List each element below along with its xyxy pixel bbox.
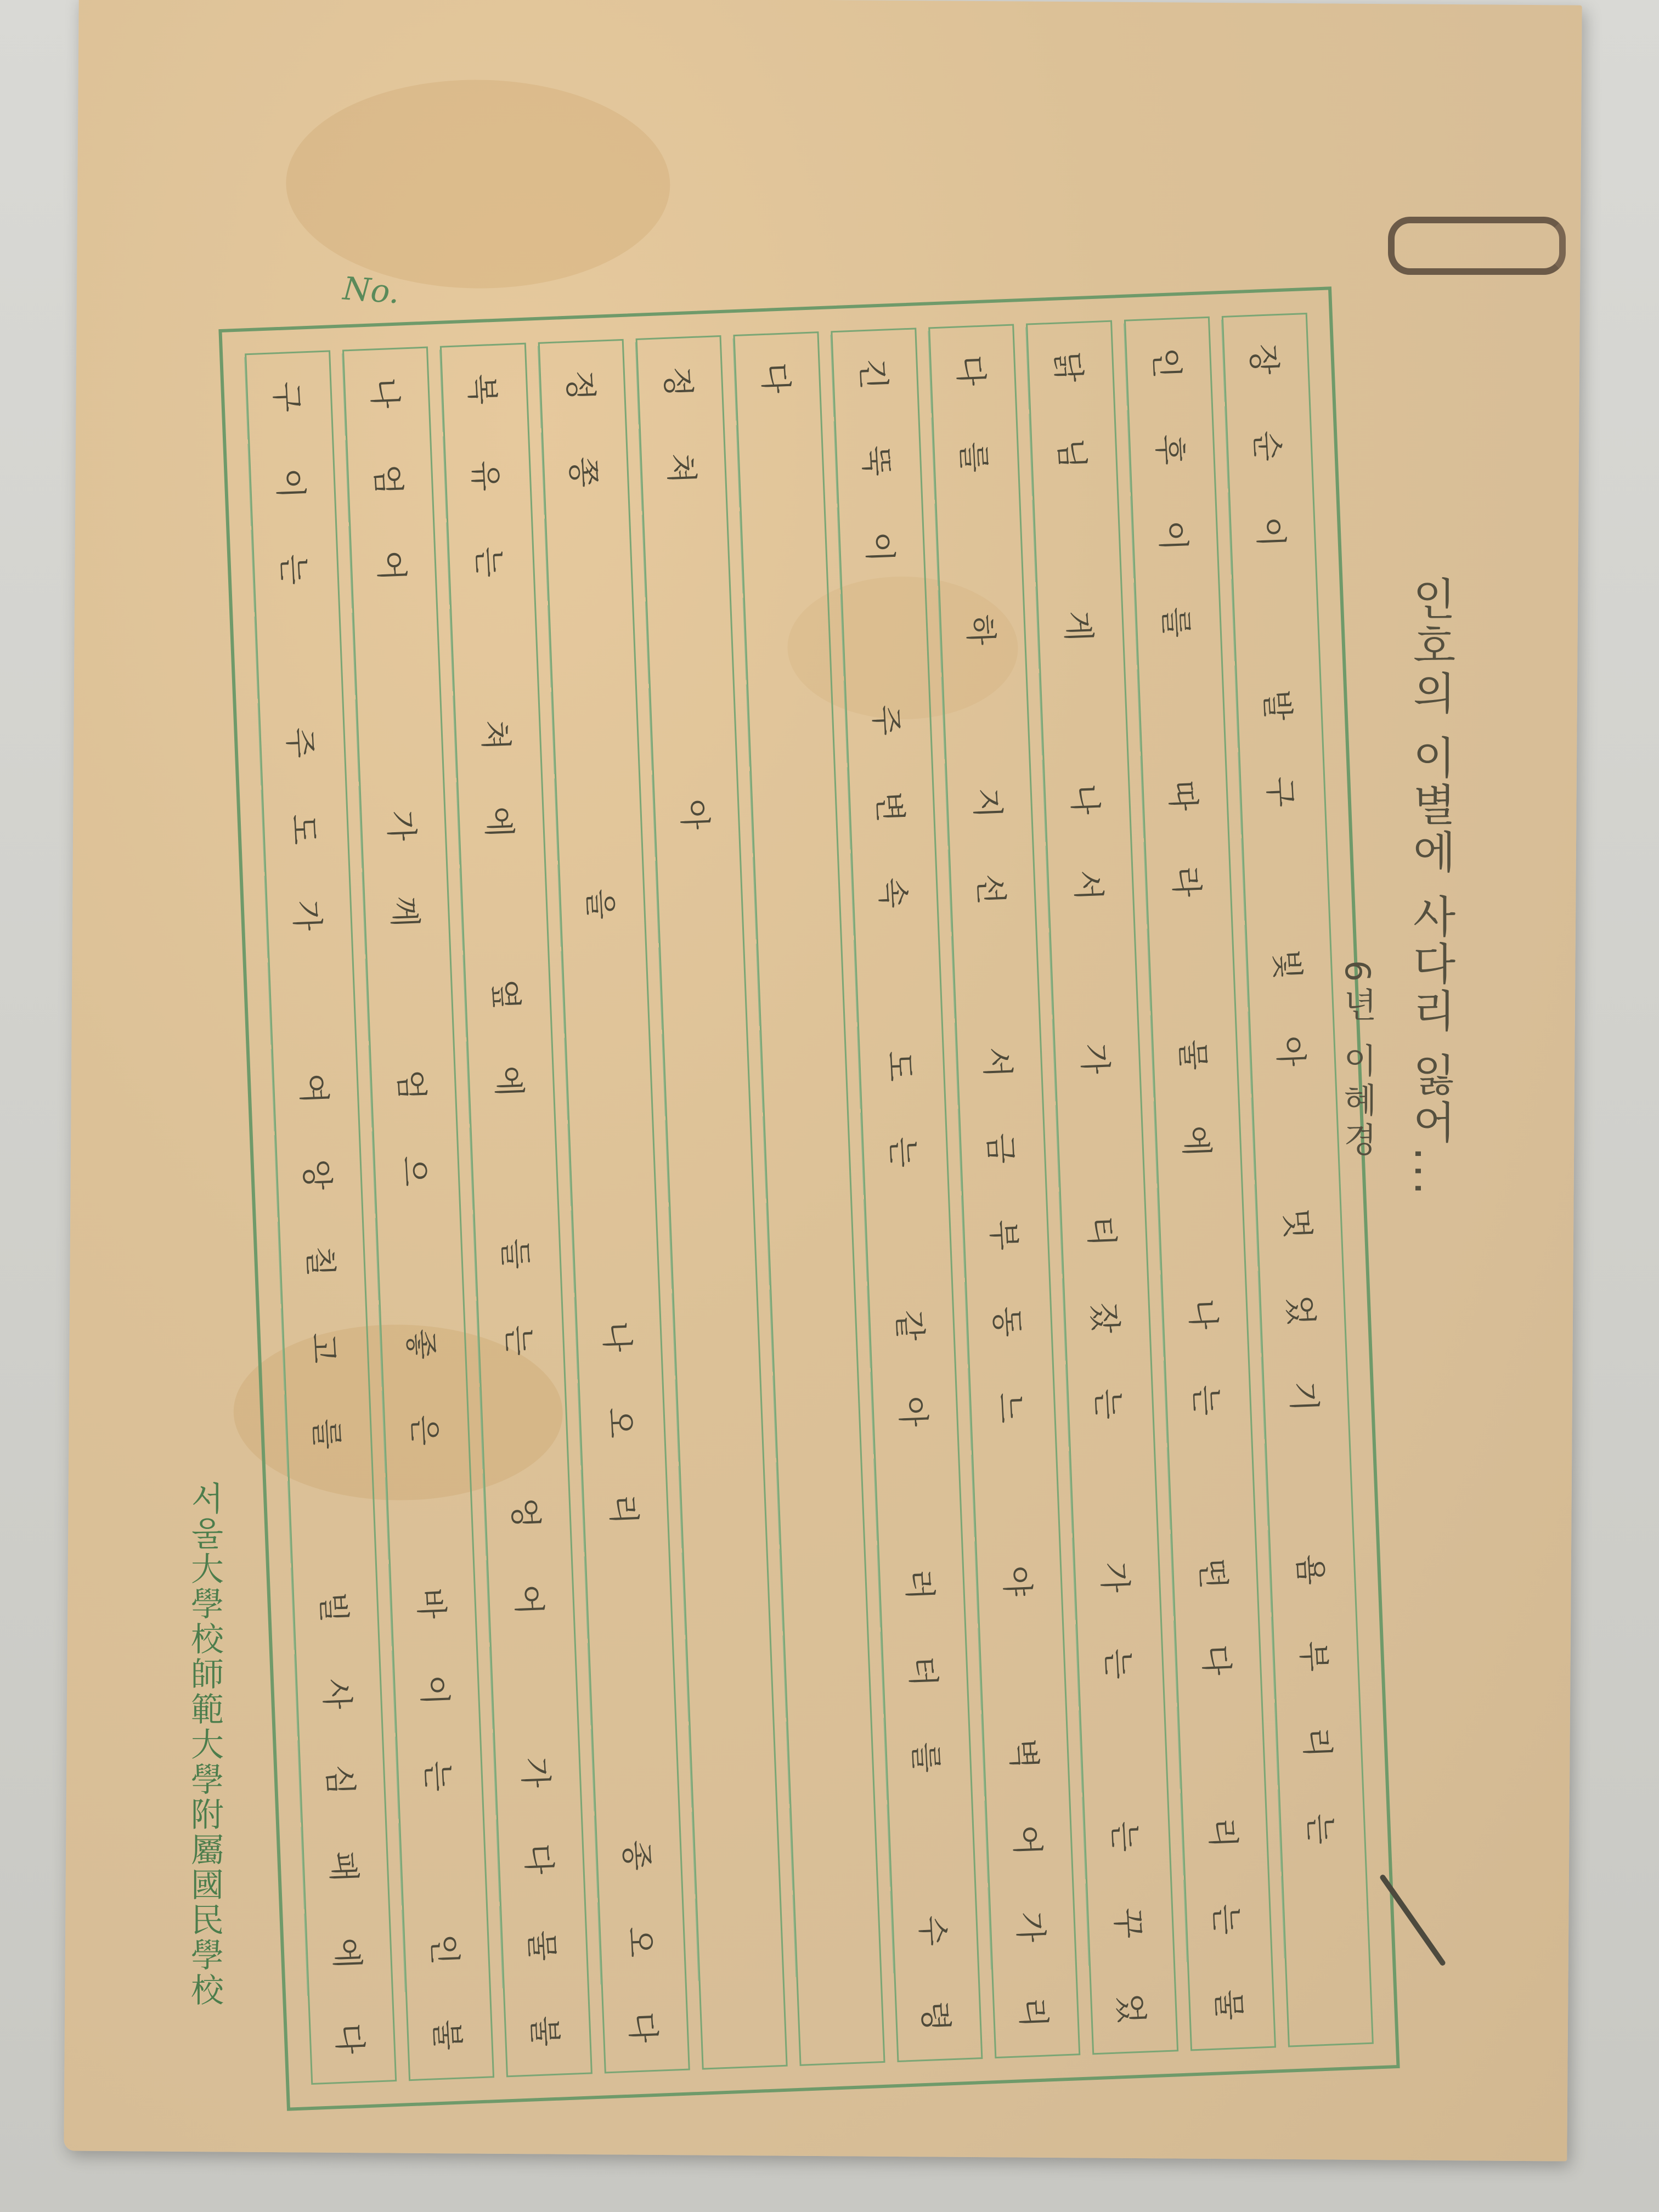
grid-cell: 는 (1076, 1621, 1165, 1706)
grid-cell: 수 (890, 1888, 980, 1973)
grid-cell: 나 (1160, 1271, 1250, 1357)
grid-cell: 인 (402, 1906, 492, 1992)
grid-cell (287, 1478, 377, 1564)
grid-cell: 부 (961, 1192, 1051, 1278)
grid-cell: 에 (456, 778, 546, 864)
grid-cell: 는 (1066, 1361, 1155, 1447)
grid-cell: 아 (1248, 1008, 1338, 1093)
grid-cell: 기 (1261, 1354, 1351, 1440)
grid-cell (561, 948, 650, 1034)
grid-cell (665, 1117, 754, 1203)
grid-cell: 을 (557, 861, 647, 947)
grid-cell: 불 (526, 2015, 565, 2048)
grid-cell: 가 (1052, 1015, 1142, 1101)
grid-cell (1069, 1448, 1159, 1533)
grid-cell (470, 1125, 559, 1210)
grid-cell: 리 (580, 1466, 670, 1552)
grid-cell (399, 1820, 488, 1905)
grid-cell (255, 613, 344, 699)
grid-cell (554, 775, 644, 861)
grid-cell (1231, 575, 1321, 661)
grid-cell: 잤 (1063, 1275, 1152, 1361)
grid-cell: 은 (382, 1387, 471, 1473)
grid-cell: 를 (932, 414, 1021, 500)
grid-cell (672, 1290, 761, 1375)
grid-cell: 서 (955, 1019, 1044, 1105)
grid-cell: 변 (847, 764, 936, 849)
grid-cell: 를 (884, 1714, 973, 1800)
grid-cell: 는 (395, 1734, 484, 1819)
grid-cell (763, 1113, 852, 1199)
grid-cell (375, 1215, 465, 1300)
grid-cell: 인 (1124, 320, 1213, 406)
grid-cell: 께 (362, 869, 452, 955)
essay-title: 인호의 이별에 사다리 잃어... (1405, 576, 1456, 1199)
grid-cell: 오 (577, 1380, 667, 1466)
grid-cell: 게 (1036, 583, 1125, 669)
paper-clip (1388, 217, 1566, 275)
grid-cell (1032, 497, 1122, 583)
grid-cell (489, 1643, 579, 1729)
grid-cell: 아 (652, 771, 741, 857)
grid-cell (685, 1636, 775, 1722)
grid-cell (854, 936, 943, 1022)
grid-cell: 쳐 (453, 692, 543, 778)
grid-cell (864, 1196, 953, 1282)
grid-cell (648, 685, 738, 770)
grid-cell: 리 (1014, 1996, 1053, 2029)
grid-cell (699, 1981, 787, 2067)
grid-cell: 도 (857, 1023, 946, 1109)
grid-columns (245, 313, 1374, 2085)
grid-cell (668, 1204, 758, 1289)
grid-cell (1167, 1444, 1256, 1530)
grid-cell: 서 (1046, 843, 1135, 928)
grid-cell: 쫑 (541, 429, 630, 515)
grid-cell (591, 1726, 680, 1812)
grid-cell: 멋 (1255, 1181, 1344, 1267)
grid-cell: 패 (301, 1824, 390, 1909)
grid-cell (682, 1549, 771, 1635)
grid-cell: 나 (574, 1294, 663, 1379)
grid-cell (548, 602, 637, 687)
grid-cell (658, 944, 748, 1030)
grid-cell: 칠 (278, 1218, 367, 1304)
grid-cell (675, 1376, 764, 1462)
grid-cell (1147, 926, 1236, 1011)
grid-cell: 리 (1274, 1700, 1364, 1785)
grid-cell: 바 (388, 1560, 478, 1646)
grid-cell (365, 955, 455, 1041)
grid-cell (783, 1632, 872, 1718)
grid-cell (797, 1977, 885, 2063)
grid-cell (551, 689, 640, 774)
grid-cell: 정 (635, 339, 725, 425)
grid-cell: 쳐 (639, 425, 728, 511)
grid-cell: 빌 (291, 1564, 380, 1650)
grid-cell: 주 (844, 677, 933, 763)
grid-cell (567, 1121, 657, 1206)
grid-cell (951, 933, 1041, 1018)
grid-cell: 빛 (1244, 922, 1334, 1007)
grid-cell: 사 (294, 1651, 383, 1736)
grid-cell (887, 1801, 977, 1887)
grid-cell: 는 (476, 1297, 566, 1383)
grid-cell: 다 (733, 335, 822, 421)
grid-cell: 는 (860, 1109, 950, 1195)
grid-cell: 떤 (1170, 1531, 1260, 1616)
grid-cell (736, 421, 826, 507)
grid-cell: 티 (1059, 1188, 1149, 1274)
grid-cell: 유 (443, 433, 533, 518)
grid-cell (450, 606, 539, 691)
grid-cell: 주 (258, 699, 347, 785)
grid-cell: 다 (496, 1816, 586, 1901)
grid-cell (544, 516, 634, 601)
grid-cell: 하 (938, 587, 1028, 673)
grid-cell: 물 (500, 1903, 589, 1988)
grid-cell: 가 (988, 1884, 1077, 1970)
grid-cell (1177, 1703, 1266, 1789)
grid-cell: 들 (473, 1211, 562, 1296)
grid-cell: 에 (466, 1038, 556, 1124)
grid-cell (662, 1030, 751, 1116)
grid-cell: 가 (264, 873, 354, 958)
grid-cell: 터 (881, 1628, 970, 1714)
grid-cell (978, 1624, 1068, 1710)
grid-cell (460, 865, 549, 951)
grid-cell (352, 610, 442, 695)
grid-cell: 를 (284, 1391, 374, 1477)
grid-cell (678, 1463, 768, 1548)
grid-cell: 으 (372, 1128, 461, 1214)
grid-cell: 었 (1258, 1267, 1347, 1353)
manuscript-grid (218, 286, 1400, 2111)
grid-cell (689, 1722, 778, 1808)
grid-cell: 지 (945, 760, 1034, 845)
grid-cell (769, 1286, 859, 1372)
grid-cell: 오 (597, 1899, 687, 1984)
grid-cell: 를 (1133, 579, 1223, 665)
grid-cell: 리 (1180, 1790, 1269, 1876)
grid-cell: 좋 (379, 1301, 468, 1387)
grid-cell: 꾸 (1086, 1880, 1175, 1966)
grid-cell: 정 (538, 343, 627, 428)
grid-cell (1251, 1094, 1341, 1180)
grid-cell: 가 (493, 1730, 583, 1815)
grid-cell: 복 (440, 346, 529, 432)
grid-cell (759, 1027, 849, 1113)
grid-cell (479, 1384, 569, 1469)
grid-cell: 러 (877, 1542, 967, 1627)
grid-cell (564, 1034, 653, 1120)
grid-cell: 나 (1042, 756, 1132, 842)
grid-cell (642, 512, 731, 597)
grid-cell: 이 (248, 441, 337, 526)
grid-cell: 앙 (274, 1132, 364, 1217)
grid-cell (695, 1895, 785, 1980)
grid-cell (655, 857, 744, 943)
grid-cell: 닭 (1026, 324, 1115, 409)
grid-cell: 속 (850, 850, 940, 936)
grid-cell: 불 (428, 2019, 467, 2051)
grid-cell: 부 (1271, 1613, 1361, 1699)
grid-cell: 물 (1150, 1012, 1239, 1097)
grid-cell: 금 (958, 1105, 1047, 1191)
grid-cell (588, 1639, 677, 1725)
grid-cell (743, 595, 832, 680)
grid-cell (786, 1718, 876, 1804)
grid-cell: 순 (1224, 403, 1314, 488)
grid-cell (772, 1373, 862, 1458)
grid-cell: 는 (1164, 1358, 1253, 1443)
grid-cell: 다 (330, 2023, 369, 2055)
grid-cell: 어 (486, 1557, 575, 1643)
grid-cell: 는 (1278, 1786, 1367, 1872)
grid-cell: 이 (1130, 493, 1220, 579)
grid-cell (1285, 1959, 1373, 2044)
grid-cell: 심 (297, 1737, 387, 1822)
grid-cell (1049, 929, 1138, 1014)
grid-cell (692, 1809, 781, 1894)
grid-cell (1039, 670, 1128, 755)
grid-cell: 가 (1073, 1534, 1162, 1620)
grid-cell: 님 (1029, 410, 1119, 496)
grid-cell (840, 591, 930, 676)
grid-cell: 다 (928, 328, 1018, 413)
grid-cell: 물 (1209, 1989, 1248, 2022)
grid-cell: 에 (1154, 1098, 1243, 1184)
grid-cell (1157, 1184, 1246, 1270)
grid-cell (780, 1545, 869, 1631)
grid-cell: 구 (1238, 749, 1327, 834)
number-label: No. (341, 269, 401, 311)
grid-cell: 종 (594, 1813, 684, 1898)
grid-cell: 다 (1173, 1617, 1263, 1702)
grid-cell (1079, 1707, 1169, 1793)
grid-cell: 어 (349, 523, 438, 608)
grid-cell (789, 1805, 879, 1891)
grid-cell: 이 (837, 504, 927, 590)
grid-cell: 같 (867, 1283, 956, 1368)
grid-cell: 벽 (981, 1711, 1071, 1797)
grid-cell: 느 (968, 1365, 1058, 1451)
grid-cell (268, 959, 357, 1045)
grid-cell (740, 508, 829, 594)
grid-cell: 나 (342, 350, 432, 436)
grid-cell: 는 (1183, 1876, 1273, 1962)
grid-cell (766, 1200, 855, 1285)
grid-cell (1241, 835, 1330, 921)
grid-cell: 뚝 (834, 418, 923, 504)
grid-cell (356, 696, 445, 782)
grid-cell: 이 (392, 1647, 481, 1733)
grid-cell: 이 (1228, 489, 1317, 575)
grid-cell: 동 (965, 1279, 1054, 1364)
grid-cell (941, 674, 1031, 759)
grid-cell: 발 (1234, 662, 1324, 748)
grid-cell: 어 (985, 1797, 1074, 1883)
grid-cell (756, 940, 845, 1026)
grid-cell: 도 (261, 786, 351, 872)
grid-cell: 구 (245, 354, 334, 439)
grid-cell (972, 1452, 1061, 1537)
grid-cell: 엄 (369, 1042, 458, 1127)
grid-cell (1137, 666, 1226, 752)
grid-cell: 선 (948, 847, 1037, 932)
grid-cell (793, 1891, 882, 1977)
grid-cell (1265, 1440, 1354, 1526)
grid-cell (1056, 1102, 1145, 1188)
stain (285, 78, 671, 290)
grid-cell (874, 1455, 963, 1541)
grid-cell: 고 (281, 1305, 370, 1391)
grid-cell: 령 (916, 2000, 955, 2033)
grid-cell (584, 1553, 673, 1639)
grid-cell: 다 (623, 2011, 662, 2044)
grid-cell: 욤 (1268, 1527, 1357, 1612)
grid-cell: 아 (871, 1369, 960, 1454)
grid-cell: 옆 (463, 952, 552, 1037)
author-line: 6년 이혜경 (1338, 960, 1378, 1162)
grid-cell: 후 (1127, 407, 1216, 492)
grid-cell: 는 (251, 527, 341, 612)
grid-cell (746, 681, 836, 766)
grid-cell: 야 (975, 1538, 1064, 1623)
grid-cell (385, 1474, 475, 1560)
grid-cell: 는 (447, 520, 536, 605)
grid-cell: 라 (1143, 839, 1233, 924)
grid-cell: 긴 (831, 331, 920, 417)
grid-cell (935, 500, 1024, 586)
grid-cell: 었 (1111, 1993, 1150, 2025)
grid-cell (571, 1207, 660, 1293)
grid-cell (1281, 1872, 1370, 1958)
grid-cell: 는 (1082, 1793, 1172, 1879)
grid-cell: 장 (1221, 317, 1311, 402)
grid-cell (749, 768, 839, 853)
grid-cell (753, 854, 842, 939)
grid-cell: 여 (271, 1046, 360, 1131)
grid-cell: 엄 (346, 437, 435, 522)
grid-cell (645, 598, 735, 684)
grid-cell: 가 (359, 782, 448, 868)
grid-cell: 엉 (483, 1470, 572, 1556)
grid-cell: 따 (1140, 752, 1229, 838)
grid-cell: 에 (304, 1910, 394, 1996)
school-imprint: 서울大學校師範大學附屬國民學校 (185, 1481, 224, 2008)
grid-cell (776, 1459, 866, 1545)
